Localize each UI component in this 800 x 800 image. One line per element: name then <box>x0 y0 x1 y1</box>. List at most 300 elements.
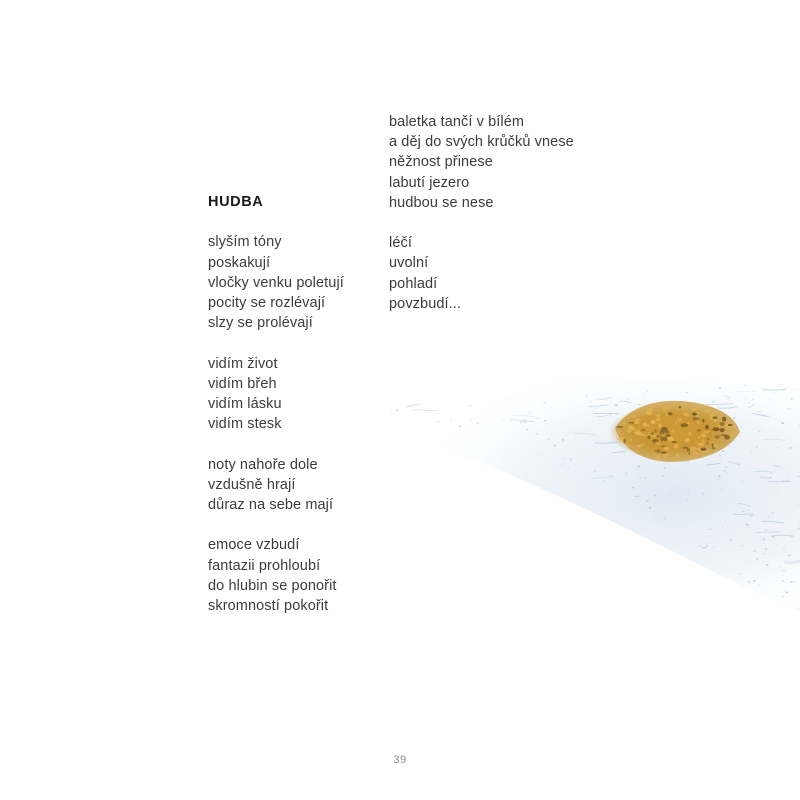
ice-speck <box>728 446 729 447</box>
ice-speck <box>791 532 793 533</box>
poem-line: do hlubin se ponořit <box>208 577 337 594</box>
ice-speck <box>790 536 792 537</box>
ice-speck <box>775 418 776 419</box>
ice-speck <box>526 429 528 431</box>
gold-fleck <box>623 423 626 425</box>
ice-speck <box>718 476 720 478</box>
poem-line: důraz na sebe mají <box>208 497 334 513</box>
ice-streak <box>722 395 731 397</box>
ice-speck <box>695 389 697 390</box>
gold-fleck <box>655 450 657 453</box>
gold-fleck <box>714 445 719 447</box>
poem-title: HUDBA <box>208 194 264 210</box>
ice-speck <box>543 403 546 404</box>
ice-speck <box>570 459 572 461</box>
stanza-3 <box>208 455 344 516</box>
gold-fleck <box>700 433 705 437</box>
ice-streak <box>760 415 771 418</box>
poem-line: vidím břeh <box>208 375 277 392</box>
gold-fleck <box>690 446 696 451</box>
ice-speck <box>687 499 689 500</box>
ice-speck <box>782 596 785 597</box>
gold-fleck <box>656 442 661 444</box>
ice-streak <box>714 421 727 423</box>
gold-fleck <box>709 414 715 416</box>
ice-speck <box>562 439 564 441</box>
dark-gold-fleck <box>681 423 689 427</box>
poem-line: a děj do svých krůčků vnese <box>389 134 574 151</box>
ice-speck <box>594 471 596 472</box>
ice-speck <box>749 402 750 404</box>
ice-speck <box>592 421 594 422</box>
poem-line: vločky venku poletují <box>208 274 344 291</box>
gold-fleck <box>702 440 705 444</box>
ice-speck <box>649 507 652 509</box>
gold-fleck <box>657 451 664 452</box>
dark-gold-fleck <box>623 439 625 443</box>
dark-gold-fleck <box>715 435 720 439</box>
gold-fleck <box>641 435 646 436</box>
ice-speck <box>722 450 724 452</box>
dark-gold-fleck <box>661 446 666 448</box>
gold-fleck <box>675 420 677 424</box>
ice-speck <box>603 480 604 482</box>
ice-speck <box>459 426 461 427</box>
ice-streak <box>701 444 724 447</box>
poem-line: vidím stesk <box>208 416 282 433</box>
gold-fleck <box>667 436 673 439</box>
ice-speck <box>686 392 687 393</box>
gold-fleck <box>644 424 649 428</box>
ice-speck <box>615 414 617 415</box>
gold-fleck <box>646 411 652 415</box>
ice-speck <box>763 539 765 541</box>
ice-speck <box>712 401 714 403</box>
ice-speck <box>714 416 717 417</box>
ice-speck <box>660 441 662 442</box>
ice-speck <box>396 410 399 411</box>
ice-speck <box>624 428 627 429</box>
ice-speck <box>639 437 642 438</box>
gold-fleck <box>698 443 705 446</box>
dark-gold-fleck <box>647 436 650 439</box>
dark-gold-fleck <box>652 432 654 435</box>
ice-speck <box>688 432 691 434</box>
ice-speck <box>665 518 666 520</box>
ice-speck <box>564 427 565 428</box>
gold-fleck <box>674 444 678 449</box>
ice-speck <box>471 420 472 421</box>
ice-speck <box>778 447 779 449</box>
gold-fleck <box>635 419 640 422</box>
dark-gold-fleck <box>660 451 666 453</box>
gold-fleck <box>636 446 642 448</box>
ice-streak <box>763 389 786 390</box>
ice-streak <box>620 401 631 403</box>
ice-speck <box>580 443 581 444</box>
ice-speck <box>791 581 794 583</box>
gold-fleck <box>721 431 725 432</box>
ice-speck <box>681 453 683 455</box>
dark-gold-fleck <box>687 448 690 452</box>
ice-speck <box>687 491 690 492</box>
ice-speck <box>739 573 740 574</box>
dark-gold-fleck <box>720 428 725 432</box>
ice-streak <box>760 477 772 478</box>
ice-speck <box>713 547 714 548</box>
ice-speck <box>758 585 759 587</box>
ice-speck <box>627 398 629 399</box>
ice-streak <box>594 443 614 444</box>
gold-fleck <box>693 452 699 454</box>
gold-fleck <box>677 418 683 422</box>
ice-speck <box>757 558 758 560</box>
ice-speck <box>719 388 721 390</box>
poem-line: emoce vzbudí <box>208 537 300 554</box>
gold-fleck <box>706 410 708 411</box>
ice-speck <box>586 395 587 397</box>
gold-fleck <box>688 432 691 435</box>
ice-speck <box>645 477 646 479</box>
dark-gold-fleck <box>713 417 718 419</box>
ice-speck <box>678 470 679 471</box>
gold-fleck <box>634 421 640 424</box>
ice-speck <box>451 419 452 420</box>
ice-speck <box>702 493 705 494</box>
gold-fleck <box>714 418 717 422</box>
dark-gold-fleck <box>705 425 709 430</box>
ice-speck <box>628 420 629 421</box>
ice-speck <box>615 404 618 406</box>
ice-speck <box>742 511 745 512</box>
ice-speck <box>654 515 657 516</box>
ice-speck <box>783 548 785 550</box>
dark-gold-fleck <box>641 429 645 430</box>
ice-speck <box>723 470 726 471</box>
poem-line: baletka tančí v bílém <box>389 114 525 130</box>
gold-fleck <box>700 451 707 453</box>
ice-streak <box>596 397 612 399</box>
ice-streak <box>511 420 536 423</box>
ice-speck <box>747 581 750 582</box>
ice-speck <box>724 421 725 422</box>
poem-line: noty nahoře dole <box>208 456 318 473</box>
gold-fleck <box>656 418 661 421</box>
gold-fleck <box>698 448 704 451</box>
ice-speck <box>438 421 440 423</box>
gold-fleck <box>655 414 660 417</box>
ice-speck <box>537 418 540 419</box>
ice-speck <box>639 404 641 405</box>
ice-speck <box>506 399 507 400</box>
ice-speck <box>718 479 719 480</box>
dark-gold-fleck <box>683 447 689 449</box>
ice-streak <box>591 477 614 479</box>
gold-fleck <box>637 429 641 434</box>
ice-speck <box>637 466 640 467</box>
page-number: 39 <box>393 754 407 766</box>
dark-gold-fleck <box>659 430 664 434</box>
ice-speck <box>477 423 479 424</box>
gold-fleck <box>663 447 669 450</box>
gold-fleck <box>640 444 646 446</box>
gold-fleck <box>670 438 674 440</box>
ice-speck <box>695 450 697 452</box>
ice-speck <box>698 416 701 417</box>
gold-fleck <box>695 419 698 422</box>
ice-streak <box>706 463 721 465</box>
gold-fleck <box>707 431 710 433</box>
dark-gold-fleck <box>697 429 701 431</box>
dark-gold-fleck <box>616 426 623 427</box>
gold-fleck <box>657 455 660 458</box>
ice-speck <box>643 393 644 394</box>
ice-streak <box>782 480 789 481</box>
poem-line: poskakují <box>208 254 271 271</box>
ice-speck <box>721 459 722 460</box>
ice-speck <box>788 408 791 409</box>
dark-gold-fleck <box>661 427 668 432</box>
gold-fleck <box>627 444 630 446</box>
ice-streak <box>763 439 785 440</box>
ice-speck <box>730 540 732 541</box>
gold-fleck <box>694 416 699 419</box>
ice-streak <box>716 440 735 443</box>
ice-speck <box>709 529 711 530</box>
poem-line: labutí jezero <box>389 174 470 191</box>
ice-speck <box>762 553 764 555</box>
gold-fleck <box>698 416 700 418</box>
ice-speck <box>727 439 729 440</box>
ice-speck <box>691 439 692 440</box>
ice-speck <box>741 481 743 482</box>
ice-speck <box>646 390 648 392</box>
ice-speck <box>765 548 767 549</box>
gold-fleck <box>665 437 671 440</box>
ice-speck <box>797 476 799 478</box>
ice-speck <box>733 417 735 418</box>
ice-speck <box>654 495 657 497</box>
poem-line: léčí <box>389 235 412 252</box>
gold-fleck <box>672 430 675 433</box>
ice-speck <box>759 431 761 432</box>
ice-speck <box>754 551 756 552</box>
dark-gold-fleck <box>679 406 682 408</box>
ice-speck <box>750 515 753 516</box>
gold-fleck <box>696 448 702 450</box>
ice-speck <box>756 446 758 448</box>
poem-line: pocity se rozlévají <box>208 295 326 311</box>
gold-fleck <box>646 408 653 413</box>
dark-gold-fleck <box>707 441 709 445</box>
gold-fleck <box>651 442 656 443</box>
ice-streak <box>597 414 612 416</box>
gold-fleck <box>627 430 632 433</box>
ice-streak <box>412 410 438 411</box>
gold-fleck <box>695 442 697 444</box>
ice-speck <box>767 564 768 566</box>
gold-fleck <box>683 413 689 417</box>
ice-speck <box>647 500 649 501</box>
dark-gold-fleck <box>728 424 732 426</box>
ice-speck <box>719 475 721 477</box>
ice-speck <box>466 426 467 427</box>
gold-fleck <box>658 424 662 428</box>
gold-fleck <box>697 436 700 438</box>
gold-fleck <box>668 406 670 409</box>
stanza-1 <box>208 232 344 333</box>
ice-streak <box>673 447 688 449</box>
poem-line: povzbudí... <box>389 295 462 312</box>
gold-fleck <box>659 424 661 428</box>
ice-streak <box>753 471 773 473</box>
ice-streak <box>728 462 738 465</box>
poem-line: uvolní <box>389 255 429 272</box>
gold-fleck <box>619 431 621 435</box>
dark-gold-fleck <box>711 447 715 449</box>
dark-gold-fleck <box>720 434 728 436</box>
ice-speck <box>766 564 769 565</box>
ice-speck <box>782 580 784 581</box>
gold-fleck <box>648 432 650 435</box>
ice-speck <box>664 467 666 469</box>
ice-speck <box>738 464 740 466</box>
ice-streak <box>755 411 763 412</box>
ice-speck <box>638 467 640 468</box>
ice-speck <box>520 422 522 423</box>
ice-speck <box>790 581 791 583</box>
poem-line: skromností pokořit <box>208 598 329 614</box>
dark-gold-fleck <box>724 435 730 440</box>
ice-speck <box>716 443 718 444</box>
ice-speck <box>673 526 674 527</box>
dark-gold-fleck <box>660 437 664 442</box>
gold-fleck <box>662 406 667 411</box>
ice-streak <box>761 521 784 523</box>
ice-streak <box>704 416 719 418</box>
ice-speck <box>772 512 774 513</box>
dark-gold-fleck <box>628 422 634 424</box>
ice-streak <box>736 504 752 507</box>
ice-streak <box>407 404 420 407</box>
ice-speck <box>798 505 799 506</box>
ice-speck <box>640 436 641 437</box>
ice-speck <box>791 398 793 399</box>
ice-speck <box>524 420 526 421</box>
gold-fleck <box>628 426 634 430</box>
poem-line: vidím život <box>208 355 278 372</box>
stanza-5 <box>389 112 574 213</box>
dark-gold-fleck <box>692 413 697 416</box>
gold-fleck <box>663 453 667 458</box>
ice-speck <box>634 496 636 497</box>
ice-speck <box>494 421 495 422</box>
gold-fleck <box>725 435 731 437</box>
ice-speck <box>497 411 499 412</box>
ice-streak <box>667 459 689 462</box>
dark-gold-fleck <box>659 435 661 437</box>
ice-speck <box>787 408 789 409</box>
ice-speck <box>776 545 777 546</box>
gold-fleck <box>681 424 683 425</box>
stanza-6 <box>389 233 574 314</box>
ice-speck <box>639 478 641 479</box>
gold-fleck <box>631 428 634 430</box>
ice-streak <box>767 481 791 482</box>
ice-speck <box>637 440 640 441</box>
ice-streak <box>773 465 781 466</box>
gold-fleck <box>698 421 700 425</box>
ice-speck <box>631 487 634 489</box>
dark-gold-fleck <box>693 417 700 421</box>
gold-fleck <box>657 416 660 419</box>
gold-fleck <box>697 451 700 455</box>
dark-gold-fleck <box>702 419 704 422</box>
poem-right-column <box>389 112 574 314</box>
gold-fleck <box>686 423 689 424</box>
dark-gold-fleck <box>698 451 700 452</box>
ice-speck <box>715 421 716 423</box>
ice-speck <box>536 433 538 434</box>
ice-speck <box>787 479 789 480</box>
poem-line: vzdušně hrají <box>208 476 296 493</box>
dark-gold-fleck <box>655 449 661 453</box>
gold-fleck <box>710 417 713 420</box>
dark-gold-fleck <box>665 435 670 437</box>
dark-gold-fleck <box>707 438 710 440</box>
ice-streak <box>647 409 669 410</box>
gold-fleck <box>701 451 708 453</box>
ice-streak <box>706 404 733 405</box>
poem-line: hudbou se nese <box>389 194 494 211</box>
poem-line: něžnost přinese <box>389 154 493 171</box>
ice-speck <box>785 592 788 594</box>
ice-speck <box>765 530 768 531</box>
ice-speck <box>502 420 504 421</box>
poem-line: pohladí <box>389 275 438 292</box>
ice-speck <box>568 467 569 468</box>
gold-fleck <box>695 412 699 413</box>
ice-streak <box>612 452 625 453</box>
gold-fleck <box>712 413 715 417</box>
ice-streak <box>748 404 755 407</box>
ice-speck <box>728 398 729 399</box>
gold-fleck <box>631 415 637 417</box>
ice-speck <box>775 491 776 492</box>
ice-speck <box>771 536 774 538</box>
ice-speck <box>726 473 729 474</box>
ice-speck <box>779 384 780 385</box>
gold-fleck <box>691 408 698 411</box>
gold-fleck <box>703 410 711 413</box>
gold-fleck <box>668 439 675 441</box>
ice-streak <box>718 407 738 409</box>
dark-gold-fleck <box>700 448 706 451</box>
gold-fleck <box>722 438 725 440</box>
gold-fleck <box>719 424 725 426</box>
ice-speck <box>644 492 645 493</box>
ice-streak <box>590 405 609 407</box>
ice-speck <box>766 499 767 500</box>
poem-left-column <box>208 192 344 616</box>
ice-speck <box>780 567 781 568</box>
poem-line: vidím lásku <box>208 396 282 412</box>
ice-speck <box>707 419 709 420</box>
gold-fleck <box>637 445 642 448</box>
ice-speck <box>637 496 639 497</box>
gold-fleck <box>685 438 690 442</box>
dark-gold-fleck <box>663 437 667 442</box>
